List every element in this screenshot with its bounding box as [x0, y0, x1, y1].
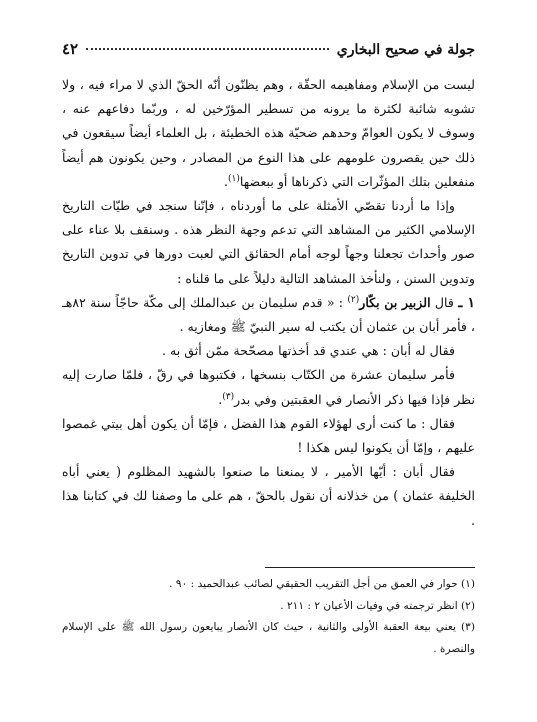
running-header: [62, 40, 475, 64]
page-number: ٤٢: [62, 40, 79, 58]
paragraph-5: فقال : ما كنت أرى لهؤلاء القوم هذا الفضل ، فإمّا أن يكون أهل بيتي غمصوا عليهم ، وإمّا أن يكونوا ليس هكذا !: [62, 415, 475, 456]
paragraph-3: فقال له أبان : هي عندي قد أخذتها مصحّحة ممّن أثق به .: [162, 343, 455, 359]
header-title: جولة في صحيح البخاري: [336, 42, 475, 58]
main-text: [62, 73, 475, 533]
footnote-ref-1: (١): [228, 173, 240, 184]
footnote-ref-3: (٣): [222, 391, 235, 402]
paragraph-6: فقال أبان : أيّها الأمير ، لا يمنعنا ما صنعوا بالشهيد المظلوم ( يعني أباه الخليفة عثمان ) من خذلانه أن نقول بالحقّ ، هم على ما وصفنا لك في كتابنا هذا .: [62, 464, 475, 528]
paragraph-2: وإذا ما أردنا تقصّي الأمثلة على ما أوردناه ، فإنّنا سنجد في طيّات التاريخ الإسلامي الكثير من المشاهد التي تدعم وجهة النظر هذه . وسنقف بلا عناء على صور وأحداث تجعلنا وجهاً لوجه أمام الحقائق التي لعبت دورها في تدوين التاريخ وتدوين السنن ، ولنأخذ المشاهد التالية دليلاً على ما قلناه :: [62, 198, 475, 286]
footnote-2: (٢) انظر ترجمته في وفيات الأعيان ٢ : ٢١١ .: [280, 599, 475, 612]
footnote-3: (٣) يعني بيعة العقبة الأولى والثانية ، حيث كان الأنصار يبايعون رسول الله ﷺ على الإسلام والنصرة .: [62, 621, 475, 655]
paragraph-1: [62, 73, 475, 194]
paragraph-1-text: ليست من الإسلام ومفاهيمه الحقّة ، وهم يظنّون أنّه الحقّ الذي لا مراء فيه ، ولا تشوبه شائبة لكثرة ما يرونه من تسطير المؤرّخين له ، وربّما دفاعهم عنه ، وسوف لا يكون العوامّ وحدهم ضحيّة هذه الخطيئة ، بل العلماء أيضاً سيقعون في ذلك حين يقصرون علومهم على هذا النوع من المصادر ، وحين يكونون هم أيضاً منفعلين بتلك المؤثّرات التي ذكرناها أو ببعضها: [62, 77, 475, 189]
paragraph-4-text: فأمر سليمان عشرة من الكتّاب بنسخها ، فكتبوها في رقّ ، فلمّا صارت إليه نظر فإذا فيها ذكر الأنصار في العقبتين وفي بدر: [62, 367, 475, 407]
item-lead: قال: [434, 294, 454, 310]
paragraph-4-end: .: [218, 391, 223, 407]
item-name: الزبير بن بكّار: [359, 294, 431, 310]
paragraph-1-end: .: [223, 173, 228, 189]
item-number: ١ ـ: [458, 294, 475, 311]
numbered-item-1: [62, 291, 475, 339]
footnote-1: (١) حوار في العمق من أجل التقريب الحقيقي لصائب عبدالحميد : ٩٠ .: [169, 578, 475, 590]
item-text: : « قدم سليمان بن عبدالملك إلى مكّة حاجّاً سنة ٨٢هـ ، فأمر أبان بن عثمان أن يكتب له سير النبيّ ﷺ ومغازيه .: [62, 294, 475, 335]
paragraph-4: [62, 363, 475, 411]
footnote-separator: [265, 567, 475, 568]
footnotes: [62, 574, 475, 660]
footnote-ref-2: (٢): [347, 294, 360, 305]
header-dotted-leader: [86, 48, 329, 50]
